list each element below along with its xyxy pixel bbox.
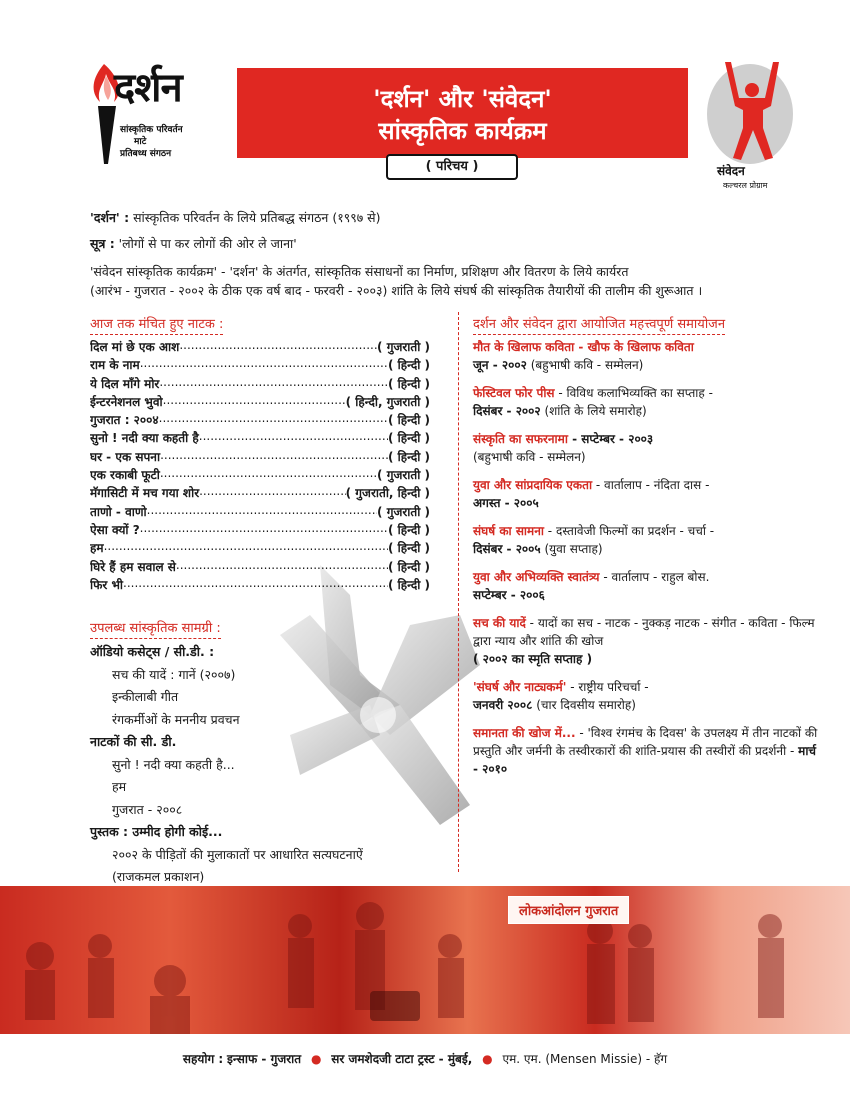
photo-collage [0, 886, 850, 1034]
bullet-icon: ● [310, 1052, 322, 1066]
play-language: ( गुजराती ) [377, 340, 430, 354]
material-item: २००२ के पीड़ितों की मुलाकातों पर आधारित सत्यघटनाऐं [112, 846, 363, 862]
play-language: ( हिन्दी ) [388, 541, 430, 556]
play-row [90, 375, 430, 393]
intro-sutra: सूत्र : 'लोगों से पा कर लोगों की ओर ले जाना' [90, 236, 297, 251]
logo-word: दर्शन [114, 65, 182, 111]
play-name: हम [90, 541, 104, 556]
dot-leader [159, 411, 388, 429]
dot-leader [160, 448, 388, 466]
play-language: ( गुजराती ) [377, 468, 430, 483]
column-divider [458, 312, 459, 872]
cd-heading: नाटकों की सी. डी. [90, 734, 177, 749]
events-list [473, 338, 818, 788]
play-row [90, 539, 430, 557]
play-name: एक रकाबी फूटी [90, 468, 160, 483]
logo-subtitle: सांस्कृतिक परिवर्तन माटे प्रतिबध्ध संगठन [120, 125, 183, 159]
play-row [90, 558, 430, 576]
logo-name: संवेदन [717, 164, 745, 178]
sponsor-3: एम. एम. (Mensen Missie) - हॅग [502, 1052, 668, 1066]
play-row [90, 576, 430, 594]
play-language: ( हिन्दी, गुजराती ) [345, 394, 430, 409]
samvedan-logo [707, 58, 797, 190]
play-row [90, 466, 430, 484]
photo-banner: लोकआंदोलन गुजरात [508, 896, 629, 924]
play-name: घर - एक सपना [90, 449, 161, 464]
material-item: गुजरात - २००८ [112, 801, 183, 817]
title-line-2: सांस्कृतिक कार्यक्रम [378, 117, 547, 145]
material-item: सुनो ! नदी क्या कहती है... [112, 756, 235, 772]
dot-leader [199, 484, 346, 502]
event-item: फेस्टिवल फोर पीस - विविध कलाभिव्यक्ति का सप्ताह - दिसंबर - २००२ (शांति के लिये समारोह) [473, 386, 713, 418]
play-name: गुजरात : २००४ [90, 413, 159, 428]
materials-title: उपलब्ध सांस्कृतिक सामग्री : [90, 618, 221, 639]
dot-leader [123, 576, 388, 594]
play-language: ( हिन्दी ) [388, 559, 430, 574]
dot-leader [140, 356, 388, 374]
play-language: ( हिन्दी ) [388, 577, 430, 592]
play-name: मॅगासिटी में मच गया शोर [90, 486, 200, 501]
play-row [90, 484, 430, 502]
sponsor-2: सर जमशेदजी टाटा ट्रस्ट - मुंबई, [331, 1052, 473, 1066]
title-line-1: 'दर्शन' और 'संवेदन' [373, 85, 552, 113]
dot-leader [179, 338, 377, 356]
material-item: हम [112, 779, 127, 794]
logo-sub: कल्चरल प्रोग्राम [723, 181, 768, 190]
play-row [90, 338, 430, 356]
play-row [90, 503, 430, 521]
book-heading: पुस्तक : उम्मीद होगी कोई... [90, 824, 223, 839]
photo-strip [0, 886, 850, 1034]
play-language: ( गुजराती ) [377, 504, 430, 519]
events-title: दर्शन और संवेदन द्वारा आयोजित महत्त्वपूर्ण समायोजन [473, 314, 725, 335]
plays-title: आज तक मंचित हुए नाटक : [90, 314, 223, 335]
event-item: संघर्ष का सामना - दस्तावेजी फिल्मों का प्रदर्शन - चर्चा - दिसंबर - २००५ (युवा सप्ताह) [473, 524, 715, 556]
play-language: ( गुजराती, हिन्दी ) [345, 486, 430, 501]
bullet-icon: ● [482, 1052, 493, 1066]
intro-pill: ( परिचय ) [386, 154, 518, 180]
play-name: ताणो - वाणो [90, 504, 147, 519]
event-item: सच की यादें - यादों का सच - नाटक - नुक्कड़ नाटक - संगीत - कविता - फिल्म द्वारा न्याय और शांति की खोज ( २००२ का स्मृति सप्ताह ) [473, 616, 815, 666]
play-row [90, 393, 430, 411]
dot-leader [140, 521, 388, 539]
dot-leader [147, 503, 377, 521]
footer [0, 1050, 850, 1067]
play-row [90, 429, 430, 447]
event-item: संस्कृति का सफरनामा - सप्टेम्बर - २००३ (बहुभाषी कवि - सम्मेलन) [473, 432, 654, 464]
play-row [90, 448, 430, 466]
play-language: ( हिन्दी ) [388, 522, 430, 537]
event-item: समानता की खोज में... - 'विश्व रंगमंच के दिवस' के उपलक्ष्य में तीन नाटकों की प्रस्तुति और जर्मनी के तस्वीरकारों की शांति-प्रयास की तस्वीरों की प्रदर्शनी - मार्च - २०१० [473, 726, 818, 776]
intro-samvedan: 'संवेदन सांस्कृतिक कार्यक्रम' - 'दर्शन' के अंतर्गत, सांस्कृतिक संसाधनों का निर्माण, प्रशिक्षण और वितरण के लिये कार्यरत (आरंभ - गुजरात - २००२ के ठीक एक वर्ष बाद - फरवरी - २००३) शांति के लिये संघर्ष की सांस्कृतिक तैयारीयों की तालीम की शुरूआत । [90, 264, 703, 298]
material-item: सच की यादें : गानें (२००७) [112, 666, 236, 682]
plays-list [90, 338, 430, 594]
dot-leader [176, 558, 388, 576]
dot-leader [199, 429, 388, 447]
footer-label: सहयोग : [182, 1052, 224, 1066]
audio-heading: ऑडियो कसेट्स / सी.डी. : [90, 644, 215, 659]
play-language: ( हिन्दी ) [388, 431, 430, 446]
figure-icon [715, 58, 789, 168]
event-item: युवा और सांप्रदायिक एकता - वार्तालाप - नंदिता दास - अगस्त - २००५ [473, 478, 710, 510]
play-row [90, 411, 430, 429]
play-language: ( हिन्दी ) [388, 413, 430, 428]
event-item: युवा और अभिव्यक्ति स्वातंत्र्य - वार्तालाप - राहुल बोस. सप्टेम्बर - २००६ [473, 570, 710, 602]
title-banner [237, 68, 688, 158]
play-name: दिल मां छे एक आश [90, 340, 180, 354]
material-item: (राजकमल प्रकाशन) [112, 869, 205, 884]
dot-leader [160, 466, 377, 484]
play-name: सुनो ! नदी क्या कहती है [90, 431, 199, 446]
darshan-logo [80, 52, 230, 172]
sponsor-1: इन्साफ - गुजरात [227, 1052, 302, 1066]
play-name: ऐसा क्यों ? [90, 522, 140, 537]
play-row [90, 521, 430, 539]
intro-darshan: 'दर्शन' : सांस्कृतिक परिवर्तन के लिये प्रतिबद्ध संगठन (१९९७ से) [90, 210, 381, 225]
material-item: इन्कीलाबी गीत [112, 689, 179, 704]
material-item: रंगकर्मीओं के मननीय प्रवचन [112, 711, 240, 727]
play-language: ( हिन्दी ) [388, 376, 430, 391]
play-name: घिरे हैं हम सवाल से [90, 559, 176, 574]
dot-leader [159, 375, 388, 393]
materials-list [90, 641, 440, 889]
play-row [90, 356, 430, 374]
play-name: ईन्टरनेशनल भुवो [90, 394, 163, 409]
play-name: फिर भी [90, 577, 123, 592]
play-name: राम के नाम [90, 358, 140, 373]
event-item: 'संघर्ष और नाट्यकर्म' - राष्ट्रीय परिचर्चा - जनवरी २००८ (चार दिवसीय समारोह) [473, 680, 649, 712]
play-language: ( हिन्दी ) [388, 358, 430, 373]
event-item: मौत के खिलाफ कविता - खौफ के खिलाफ कविता जून - २००२ (बहुभाषी कवि - सम्मेलन) [473, 340, 694, 372]
play-language: ( हिन्दी ) [388, 449, 430, 464]
dot-leader [104, 539, 388, 557]
play-name: ये दिल माँगे मोर [90, 376, 160, 391]
dot-leader [163, 393, 346, 411]
